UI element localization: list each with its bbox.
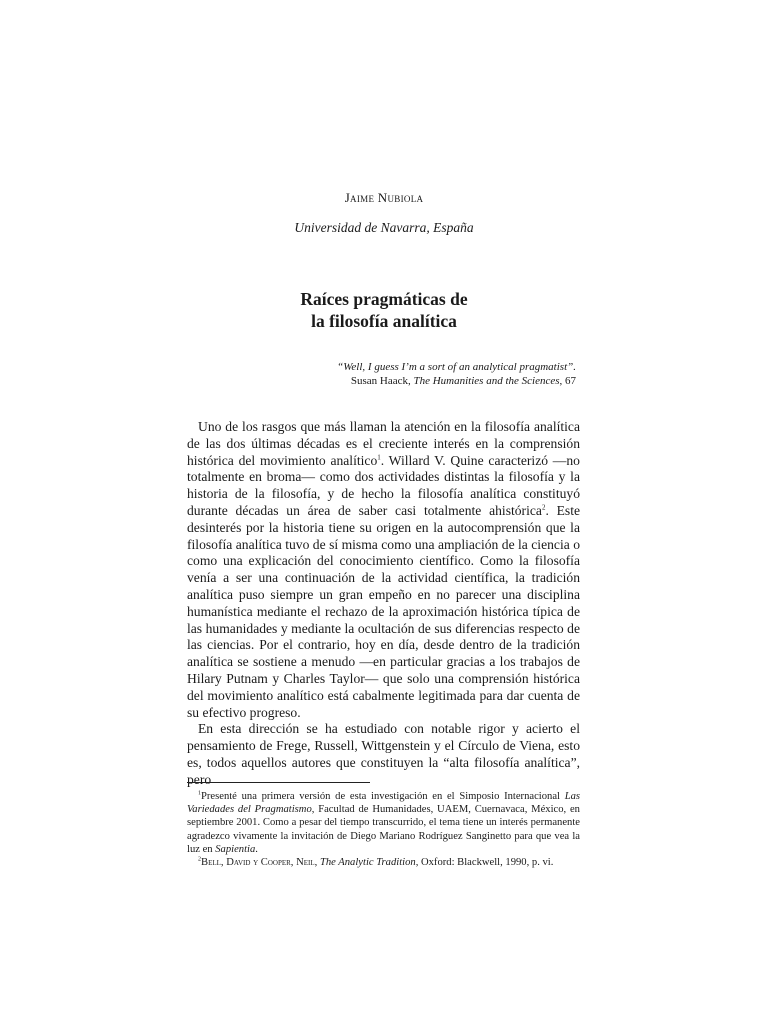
epigraph-source-work: The Humanities and the Sciences (413, 375, 560, 387)
footnote-1-mark: 1 (198, 790, 201, 797)
footnote-1-part-b: , Facultad de Humanidades, UAEM, Cuernavaca, México, en septiembre 2001. Como a pesar del tiempo transcurrido, el tema tiene un interés permanente agradezco vivamente la invitación de Diego Mariano Rodríguez Sanginetto para que vea la luz en (187, 804, 580, 855)
footnote-ref-1[interactable]: 1 (377, 453, 381, 462)
author-affiliation: Universidad de Navarra, España (294, 220, 474, 235)
epigraph-source-author: Susan Haack, (350, 375, 414, 387)
title-line-1: Raíces pragmáticas de (300, 289, 468, 309)
footnote-2-authors: Bell, David y Cooper, Neil (201, 857, 315, 869)
footnote-2 (187, 856, 580, 869)
footnote-1 (187, 790, 580, 856)
epigraph-quote: “Well, I guess I’m a sort of an analytical pragmatist”. (337, 361, 576, 373)
paragraph-1 (187, 419, 580, 721)
paper-title (0, 288, 768, 332)
paragraph-1-part-c: . Este desinterés por la historia tiene su origen en la autocomprensión que la filosofía analítica tuvo de sí misma como una ampliación de la ciencia o como una explicación del conocimiento científico. Como la filosofía venía a ser una continuación de la actividad científica, la tradición analítica puso siempre un gran empeño en no parecer una disciplina humanística mediante el rechazo de la aproximación histórica típica de las humanidades y mediante la ocultación de sus diferencias respecto de las ciencias. Por el contrario, hoy en día, desde dentro de la tradición analítica se sostiene a menudo —en particular gracias a los trabajos de Hilary Putnam y Charles Taylor— que solo una comprensión histórica del movimiento analítico está cabalmente legitimada para dar cuenta de su efectivo progreso. (187, 502, 580, 720)
title-line-2: la filosofía analítica (311, 311, 457, 331)
body-text (187, 419, 580, 789)
footnote-2-italic: The Analytic Tradition (319, 857, 416, 869)
footnote-2-part-b: , Oxford: Blackwell, 1990, p. vi. (415, 857, 554, 869)
footnote-2-mark: 2 (198, 856, 201, 863)
footnote-divider (187, 782, 370, 783)
footnote-2-part-a: , (314, 857, 320, 869)
footnote-1-part-a: Presenté una primera versión de esta investigación en el Simposio Internacional (201, 791, 565, 802)
footnote-1-part-c: . (255, 843, 258, 855)
paragraph-1-part-a: Uno de los rasgos que más llaman la atención en la filosofía analítica de las dos últimas décadas es el creciente interés en la comprensión histórica del movimiento analítico (187, 419, 580, 468)
footnote-1-italic: Las Variedades del Pragmatismo (187, 791, 580, 816)
footnotes (187, 790, 580, 869)
epigraph-source (216, 374, 576, 388)
epigraph-source-page: , 67 (559, 375, 576, 387)
footnote-ref-2[interactable]: 2 (541, 503, 546, 512)
paragraph-2: En esta dirección se ha estudiado con notable rigor y acierto el pensamiento de Frege, Russell, Wittgenstein y el Círculo de Viena, esto es, todos aquellos autores que constituyen la “alta filosofía analítica”, pero (187, 721, 580, 787)
author-name: Jaime Nubiola (344, 190, 424, 205)
footnote-1-italic-2: Sapientia (215, 843, 256, 855)
epigraph (216, 360, 576, 388)
paragraph-1-part-b: . Willard V. Quine caracterizó —no totalmente en broma— como dos actividades distintas la filosofía y la historia de la filosofía, y de hecho la filosofía analítica constituyó durante décadas un área de saber casi totalmente ahistórica (187, 452, 580, 518)
